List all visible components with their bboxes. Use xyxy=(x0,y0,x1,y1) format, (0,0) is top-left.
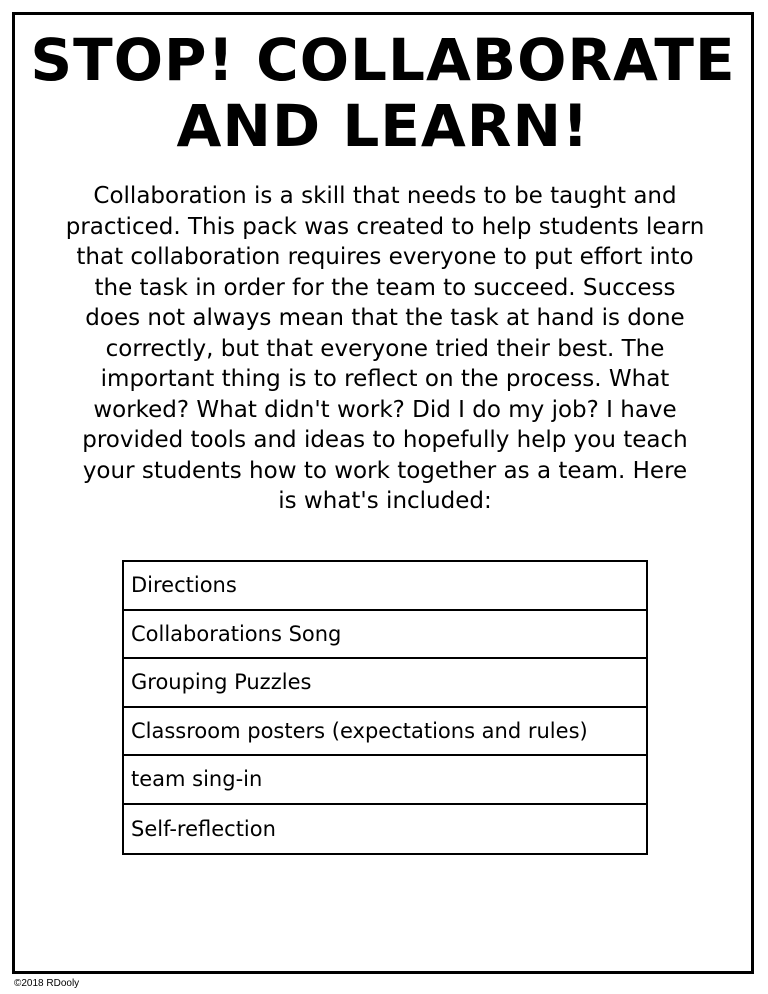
intro-line: Collaboration is a skill that needs to be taught and xyxy=(93,183,677,209)
intro-line: practiced. This pack was created to help students learn xyxy=(65,213,705,240)
included-item-puzzles: Grouping Puzzles xyxy=(124,659,646,708)
intro-paragraph xyxy=(35,181,735,517)
intro-line: important thing is to reflect on the process. What xyxy=(100,366,670,392)
intro-line: your students how to work together as a team. Here xyxy=(82,457,688,484)
intro-line: correctly, but that everyone tried their best. The xyxy=(105,335,665,362)
page-title xyxy=(15,27,751,159)
intro-line: that collaboration requires everyone to put effort into xyxy=(76,244,694,270)
included-items-table xyxy=(122,560,648,855)
title-line-1: STOP! COLLABORATE xyxy=(30,26,736,94)
included-item-directions: Directions xyxy=(124,562,646,611)
intro-line: worked? What didn't work? Did I do my job? I have xyxy=(93,396,677,423)
page-border xyxy=(12,12,754,974)
title-line-2: AND LEARN! xyxy=(176,92,590,160)
intro-line: is what's included: xyxy=(278,488,492,514)
intro-line: does not always mean that the task at hand is done xyxy=(85,305,685,331)
intro-line: the task in order for the team to succeed. Success xyxy=(94,274,676,301)
included-item-self-reflection: Self-reflection xyxy=(131,816,276,841)
copyright-notice: ©2018 RDooly xyxy=(14,978,80,989)
intro-line: provided tools and ideas to hopefully help you teach xyxy=(82,427,688,453)
included-item-sign-in: team sing-in xyxy=(124,756,646,805)
included-item-posters: Classroom posters (expectations and rules) xyxy=(124,708,646,757)
included-item-song: Collaborations Song xyxy=(124,611,646,660)
